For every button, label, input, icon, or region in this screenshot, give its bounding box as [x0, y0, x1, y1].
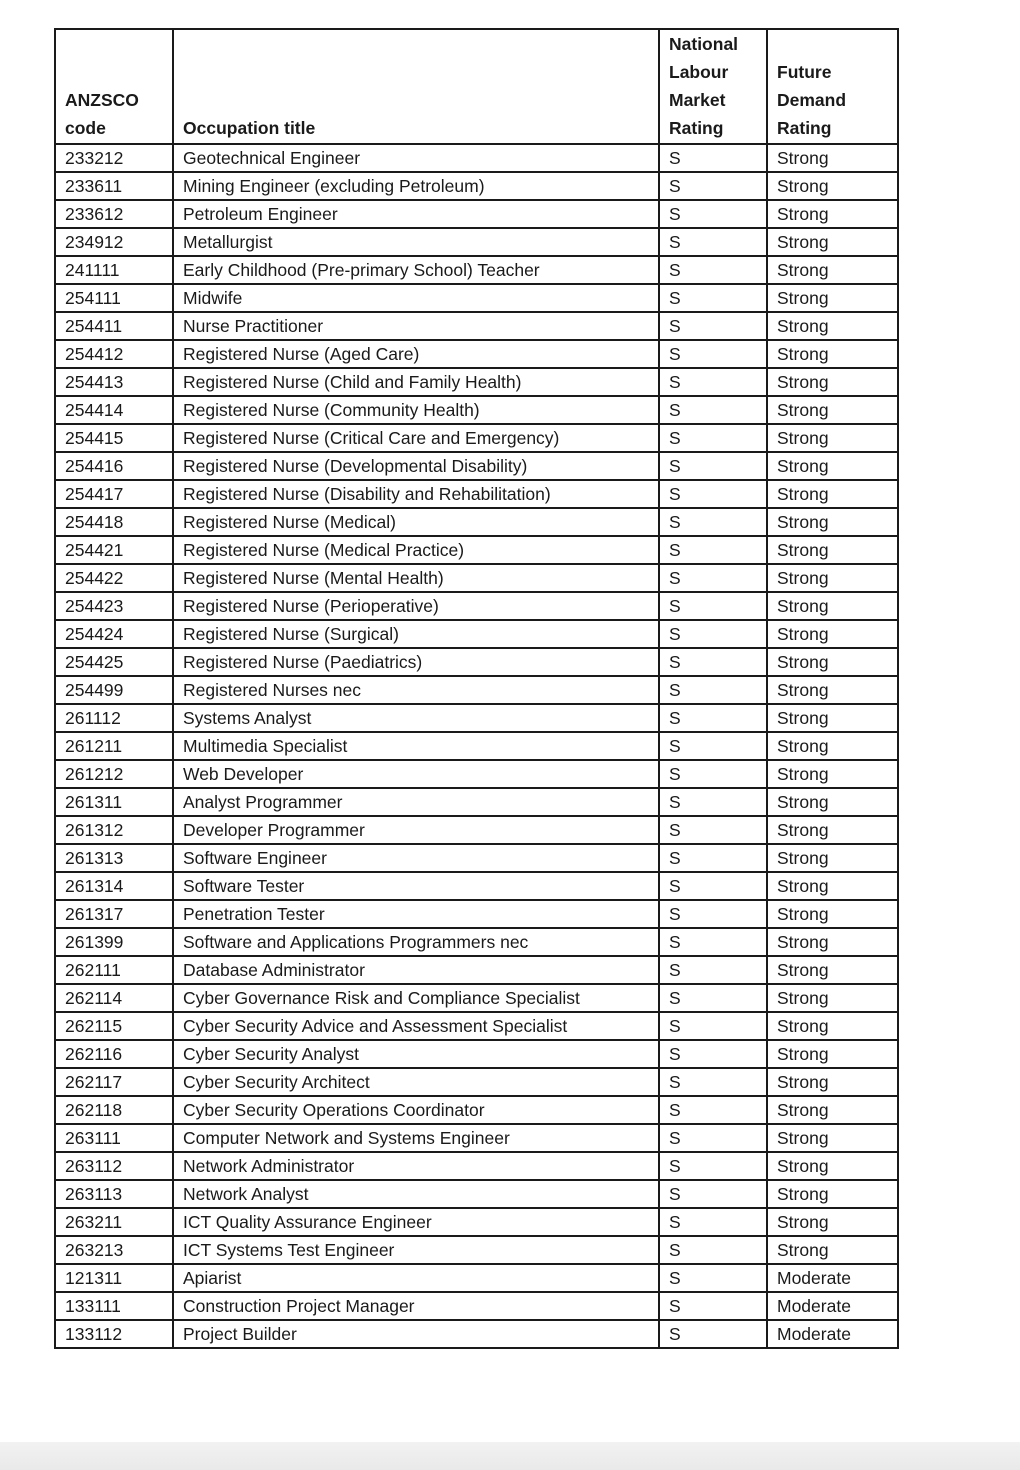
cell-occupation-title: Analyst Programmer [173, 788, 659, 816]
cell-national-rating: S [659, 1068, 767, 1096]
cell-occupation-title: Registered Nurse (Medical Practice) [173, 536, 659, 564]
cell-national-rating: S [659, 1040, 767, 1068]
cell-occupation-title: Registered Nurse (Medical) [173, 508, 659, 536]
cell-future-demand-rating: Strong [767, 592, 898, 620]
cell-anzsco-code: 254414 [55, 396, 173, 424]
cell-anzsco-code: 254418 [55, 508, 173, 536]
cell-national-rating: S [659, 1292, 767, 1320]
cell-anzsco-code: 261112 [55, 704, 173, 732]
cell-anzsco-code: 233212 [55, 144, 173, 172]
cell-occupation-title: Registered Nurse (Community Health) [173, 396, 659, 424]
cell-national-rating: S [659, 536, 767, 564]
cell-occupation-title: Registered Nurse (Perioperative) [173, 592, 659, 620]
table-row [55, 1208, 898, 1236]
table-row [55, 284, 898, 312]
cell-national-rating: S [659, 564, 767, 592]
cell-occupation-title: Registered Nurse (Child and Family Health) [173, 368, 659, 396]
cell-anzsco-code: 234912 [55, 228, 173, 256]
table-row [55, 648, 898, 676]
table-row [55, 396, 898, 424]
cell-anzsco-code: 254421 [55, 536, 173, 564]
cell-anzsco-code: 254415 [55, 424, 173, 452]
cell-future-demand-rating: Moderate [767, 1264, 898, 1292]
cell-future-demand-rating: Strong [767, 732, 898, 760]
cell-anzsco-code: 263113 [55, 1180, 173, 1208]
cell-national-rating: S [659, 200, 767, 228]
cell-occupation-title: Registered Nurse (Mental Health) [173, 564, 659, 592]
cell-anzsco-code: 254413 [55, 368, 173, 396]
table-row [55, 704, 898, 732]
table-row [55, 508, 898, 536]
cell-future-demand-rating: Strong [767, 1096, 898, 1124]
cell-occupation-title: Registered Nurse (Surgical) [173, 620, 659, 648]
cell-national-rating: S [659, 1152, 767, 1180]
cell-occupation-title: Registered Nurse (Developmental Disability) [173, 452, 659, 480]
cell-anzsco-code: 261399 [55, 928, 173, 956]
cell-future-demand-rating: Strong [767, 564, 898, 592]
cell-occupation-title: Cyber Security Advice and Assessment Specialist [173, 1012, 659, 1040]
cell-occupation-title: Network Analyst [173, 1180, 659, 1208]
cell-national-rating: S [659, 732, 767, 760]
table-row [55, 1040, 898, 1068]
cell-national-rating: S [659, 900, 767, 928]
cell-occupation-title: Registered Nurse (Aged Care) [173, 340, 659, 368]
cell-anzsco-code: 262118 [55, 1096, 173, 1124]
cell-national-rating: S [659, 1236, 767, 1264]
cell-occupation-title: Web Developer [173, 760, 659, 788]
cell-anzsco-code: 262117 [55, 1068, 173, 1096]
cell-anzsco-code: 254412 [55, 340, 173, 368]
cell-future-demand-rating: Strong [767, 144, 898, 172]
table-row [55, 956, 898, 984]
cell-national-rating: S [659, 424, 767, 452]
cell-future-demand-rating: Strong [767, 284, 898, 312]
cell-occupation-title: Metallurgist [173, 228, 659, 256]
cell-occupation-title: Registered Nurses nec [173, 676, 659, 704]
table-row [55, 172, 898, 200]
table-row [55, 676, 898, 704]
table-row [55, 788, 898, 816]
cell-anzsco-code: 241111 [55, 256, 173, 284]
cell-future-demand-rating: Strong [767, 200, 898, 228]
cell-national-rating: S [659, 368, 767, 396]
cell-future-demand-rating: Strong [767, 452, 898, 480]
cell-anzsco-code: 254411 [55, 312, 173, 340]
cell-occupation-title: Software and Applications Programmers nec [173, 928, 659, 956]
cell-national-rating: S [659, 228, 767, 256]
cell-national-rating: S [659, 984, 767, 1012]
table-row [55, 1236, 898, 1264]
cell-future-demand-rating: Strong [767, 760, 898, 788]
cell-occupation-title: Midwife [173, 284, 659, 312]
occupation-table [54, 28, 899, 1349]
cell-anzsco-code: 254424 [55, 620, 173, 648]
table-row [55, 928, 898, 956]
cell-national-rating: S [659, 1124, 767, 1152]
cell-anzsco-code: 261311 [55, 788, 173, 816]
cell-occupation-title: Registered Nurse (Disability and Rehabilitation) [173, 480, 659, 508]
cell-national-rating: S [659, 452, 767, 480]
cell-future-demand-rating: Strong [767, 900, 898, 928]
cell-national-rating: S [659, 956, 767, 984]
cell-future-demand-rating: Strong [767, 620, 898, 648]
cell-future-demand-rating: Strong [767, 928, 898, 956]
table-row [55, 368, 898, 396]
table-row [55, 144, 898, 172]
cell-anzsco-code: 233612 [55, 200, 173, 228]
cell-future-demand-rating: Strong [767, 704, 898, 732]
table-row [55, 1124, 898, 1152]
table-row [55, 536, 898, 564]
cell-occupation-title: ICT Quality Assurance Engineer [173, 1208, 659, 1236]
table-row [55, 984, 898, 1012]
cell-future-demand-rating: Strong [767, 956, 898, 984]
table-row [55, 1264, 898, 1292]
cell-future-demand-rating: Strong [767, 172, 898, 200]
cell-future-demand-rating: Strong [767, 1040, 898, 1068]
table-row [55, 1096, 898, 1124]
cell-anzsco-code: 261314 [55, 872, 173, 900]
table-row [55, 620, 898, 648]
cell-anzsco-code: 233611 [55, 172, 173, 200]
cell-occupation-title: Systems Analyst [173, 704, 659, 732]
cell-occupation-title: Multimedia Specialist [173, 732, 659, 760]
cell-occupation-title: Cyber Security Operations Coordinator [173, 1096, 659, 1124]
cell-national-rating: S [659, 144, 767, 172]
cell-national-rating: S [659, 788, 767, 816]
table-row [55, 732, 898, 760]
cell-future-demand-rating: Strong [767, 1208, 898, 1236]
cell-occupation-title: ICT Systems Test Engineer [173, 1236, 659, 1264]
table-row [55, 872, 898, 900]
table-row [55, 228, 898, 256]
cell-national-rating: S [659, 928, 767, 956]
table-row [55, 1292, 898, 1320]
table-row [55, 1068, 898, 1096]
cell-national-rating: S [659, 1180, 767, 1208]
cell-anzsco-code: 261211 [55, 732, 173, 760]
cell-occupation-title: Petroleum Engineer [173, 200, 659, 228]
cell-future-demand-rating: Strong [767, 508, 898, 536]
cell-occupation-title: Mining Engineer (excluding Petroleum) [173, 172, 659, 200]
cell-anzsco-code: 263211 [55, 1208, 173, 1236]
cell-anzsco-code: 133112 [55, 1320, 173, 1348]
cell-national-rating: S [659, 284, 767, 312]
cell-future-demand-rating: Strong [767, 1012, 898, 1040]
cell-national-rating: S [659, 620, 767, 648]
cell-occupation-title: Registered Nurse (Paediatrics) [173, 648, 659, 676]
cell-future-demand-rating: Strong [767, 788, 898, 816]
cell-anzsco-code: 254417 [55, 480, 173, 508]
cell-anzsco-code: 261313 [55, 844, 173, 872]
table-row [55, 564, 898, 592]
table-row [55, 760, 898, 788]
table-row [55, 844, 898, 872]
cell-future-demand-rating: Strong [767, 676, 898, 704]
cell-anzsco-code: 261312 [55, 816, 173, 844]
cell-future-demand-rating: Strong [767, 1152, 898, 1180]
page-bottom-edge [0, 1442, 1020, 1470]
header-national-labour-market-rating: National Labour Market Rating [659, 29, 767, 144]
table-row [55, 452, 898, 480]
cell-occupation-title: Early Childhood (Pre-primary School) Teacher [173, 256, 659, 284]
cell-occupation-title: Project Builder [173, 1320, 659, 1348]
header-row [55, 29, 898, 144]
header-future-demand-rating: Future Demand Rating [767, 29, 898, 144]
table-row [55, 1152, 898, 1180]
cell-future-demand-rating: Strong [767, 312, 898, 340]
cell-future-demand-rating: Moderate [767, 1320, 898, 1348]
cell-national-rating: S [659, 1012, 767, 1040]
cell-future-demand-rating: Strong [767, 340, 898, 368]
cell-national-rating: S [659, 844, 767, 872]
cell-occupation-title: Geotechnical Engineer [173, 144, 659, 172]
cell-anzsco-code: 263213 [55, 1236, 173, 1264]
cell-future-demand-rating: Strong [767, 1124, 898, 1152]
cell-occupation-title: Construction Project Manager [173, 1292, 659, 1320]
cell-national-rating: S [659, 1208, 767, 1236]
table-row [55, 256, 898, 284]
table-row [55, 340, 898, 368]
cell-future-demand-rating: Strong [767, 368, 898, 396]
cell-future-demand-rating: Strong [767, 536, 898, 564]
table-row [55, 1012, 898, 1040]
cell-future-demand-rating: Strong [767, 984, 898, 1012]
cell-national-rating: S [659, 1264, 767, 1292]
cell-occupation-title: Computer Network and Systems Engineer [173, 1124, 659, 1152]
cell-future-demand-rating: Strong [767, 228, 898, 256]
cell-anzsco-code: 254422 [55, 564, 173, 592]
cell-national-rating: S [659, 312, 767, 340]
cell-future-demand-rating: Strong [767, 872, 898, 900]
cell-anzsco-code: 263112 [55, 1152, 173, 1180]
table-row [55, 1320, 898, 1348]
table-row [55, 312, 898, 340]
cell-occupation-title: Cyber Security Analyst [173, 1040, 659, 1068]
cell-national-rating: S [659, 704, 767, 732]
cell-anzsco-code: 254111 [55, 284, 173, 312]
table-row [55, 1180, 898, 1208]
cell-occupation-title: Database Administrator [173, 956, 659, 984]
cell-anzsco-code: 261212 [55, 760, 173, 788]
cell-anzsco-code: 262114 [55, 984, 173, 1012]
cell-national-rating: S [659, 592, 767, 620]
cell-anzsco-code: 263111 [55, 1124, 173, 1152]
cell-occupation-title: Registered Nurse (Critical Care and Emergency) [173, 424, 659, 452]
cell-national-rating: S [659, 508, 767, 536]
cell-future-demand-rating: Strong [767, 480, 898, 508]
cell-anzsco-code: 121311 [55, 1264, 173, 1292]
header-occupation-title: Occupation title [173, 29, 659, 144]
cell-occupation-title: Software Engineer [173, 844, 659, 872]
cell-occupation-title: Software Tester [173, 872, 659, 900]
cell-anzsco-code: 133111 [55, 1292, 173, 1320]
cell-national-rating: S [659, 396, 767, 424]
cell-occupation-title: Cyber Security Architect [173, 1068, 659, 1096]
table-row [55, 592, 898, 620]
cell-anzsco-code: 262111 [55, 956, 173, 984]
cell-occupation-title: Penetration Tester [173, 900, 659, 928]
cell-national-rating: S [659, 340, 767, 368]
cell-future-demand-rating: Strong [767, 1068, 898, 1096]
cell-anzsco-code: 262115 [55, 1012, 173, 1040]
cell-anzsco-code: 254423 [55, 592, 173, 620]
cell-national-rating: S [659, 760, 767, 788]
cell-anzsco-code: 262116 [55, 1040, 173, 1068]
table-row [55, 424, 898, 452]
cell-national-rating: S [659, 256, 767, 284]
cell-national-rating: S [659, 676, 767, 704]
cell-national-rating: S [659, 480, 767, 508]
table-row [55, 816, 898, 844]
cell-anzsco-code: 254416 [55, 452, 173, 480]
cell-occupation-title: Apiarist [173, 1264, 659, 1292]
cell-future-demand-rating: Strong [767, 648, 898, 676]
table-row [55, 480, 898, 508]
cell-occupation-title: Network Administrator [173, 1152, 659, 1180]
cell-occupation-title: Developer Programmer [173, 816, 659, 844]
table-body [55, 144, 898, 1348]
cell-national-rating: S [659, 172, 767, 200]
table-row [55, 900, 898, 928]
cell-anzsco-code: 254425 [55, 648, 173, 676]
cell-anzsco-code: 254499 [55, 676, 173, 704]
cell-future-demand-rating: Strong [767, 396, 898, 424]
table-row [55, 200, 898, 228]
cell-occupation-title: Cyber Governance Risk and Compliance Specialist [173, 984, 659, 1012]
cell-future-demand-rating: Strong [767, 1180, 898, 1208]
cell-national-rating: S [659, 872, 767, 900]
cell-future-demand-rating: Strong [767, 256, 898, 284]
cell-future-demand-rating: Strong [767, 844, 898, 872]
cell-future-demand-rating: Moderate [767, 1292, 898, 1320]
cell-future-demand-rating: Strong [767, 1236, 898, 1264]
cell-anzsco-code: 261317 [55, 900, 173, 928]
cell-national-rating: S [659, 816, 767, 844]
cell-future-demand-rating: Strong [767, 816, 898, 844]
cell-future-demand-rating: Strong [767, 424, 898, 452]
header-anzsco-code: ANZSCO code [55, 29, 173, 144]
cell-national-rating: S [659, 648, 767, 676]
cell-national-rating: S [659, 1320, 767, 1348]
cell-occupation-title: Nurse Practitioner [173, 312, 659, 340]
cell-national-rating: S [659, 1096, 767, 1124]
